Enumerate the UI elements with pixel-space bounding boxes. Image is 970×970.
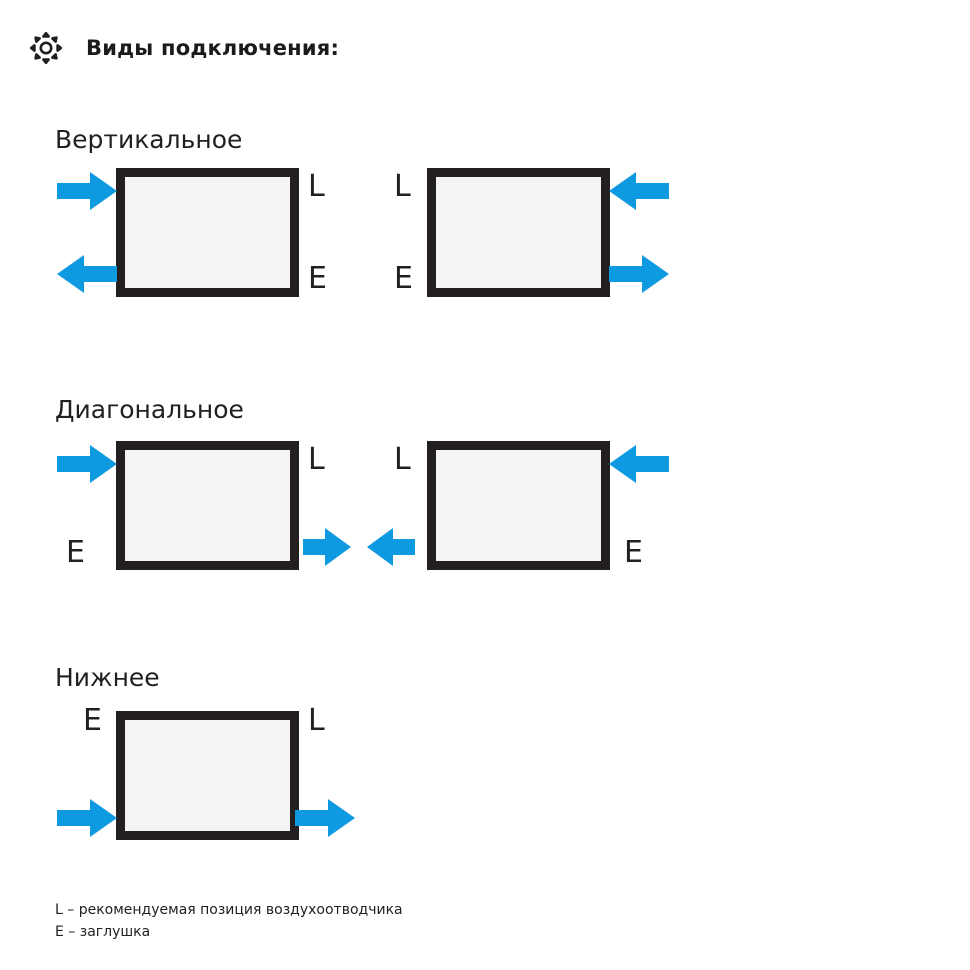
arrow-left-diagonal-right-bottom	[367, 528, 415, 570]
arrow-right-bottom-left	[57, 799, 117, 841]
label-bottom-top-right: L	[308, 703, 325, 738]
section-title-bottom: Нижнее	[55, 663, 160, 692]
label-vertical-right-top-left: L	[394, 169, 411, 204]
legend-line-e: E – заглушка	[55, 923, 151, 940]
page-title: Виды подключения:	[86, 36, 340, 60]
radiator-bottom	[116, 711, 299, 840]
radiator-diagonal-left	[116, 441, 299, 570]
radiator-vertical-right	[427, 168, 610, 297]
label-diagonal-left-bottom-left: E	[66, 535, 85, 570]
arrow-left-vertical-right-top	[609, 172, 669, 214]
arrow-left-diagonal-right-top	[609, 445, 669, 487]
gear-icon	[28, 30, 64, 66]
label-diagonal-left-top-right: L	[308, 442, 325, 477]
arrow-right-diagonal-left-bottom	[303, 528, 351, 570]
arrow-right-vertical-left-top	[57, 172, 117, 214]
arrow-right-diagonal-left-top	[57, 445, 117, 487]
arrow-right-vertical-right-bottom	[609, 255, 669, 297]
label-vertical-left-top-right: L	[308, 169, 325, 204]
section-title-vertical: Вертикальное	[55, 125, 243, 154]
radiator-diagonal-right	[427, 441, 610, 570]
label-bottom-top-left: E	[83, 703, 102, 738]
legend	[55, 900, 403, 943]
arrow-right-bottom-right	[295, 799, 355, 841]
label-diagonal-right-top-left: L	[394, 442, 411, 477]
arrow-left-vertical-left-bottom	[57, 255, 117, 297]
legend-line-l: L – рекомендуемая позиция воздухоотводчика	[55, 902, 403, 918]
label-vertical-right-bottom-left: E	[394, 261, 413, 296]
radiator-vertical-left	[116, 168, 299, 297]
label-diagonal-right-bottom-right: E	[624, 535, 643, 570]
section-title-diagonal: Диагональное	[55, 395, 244, 424]
header	[28, 30, 339, 66]
label-vertical-left-bottom-right: E	[308, 261, 327, 296]
